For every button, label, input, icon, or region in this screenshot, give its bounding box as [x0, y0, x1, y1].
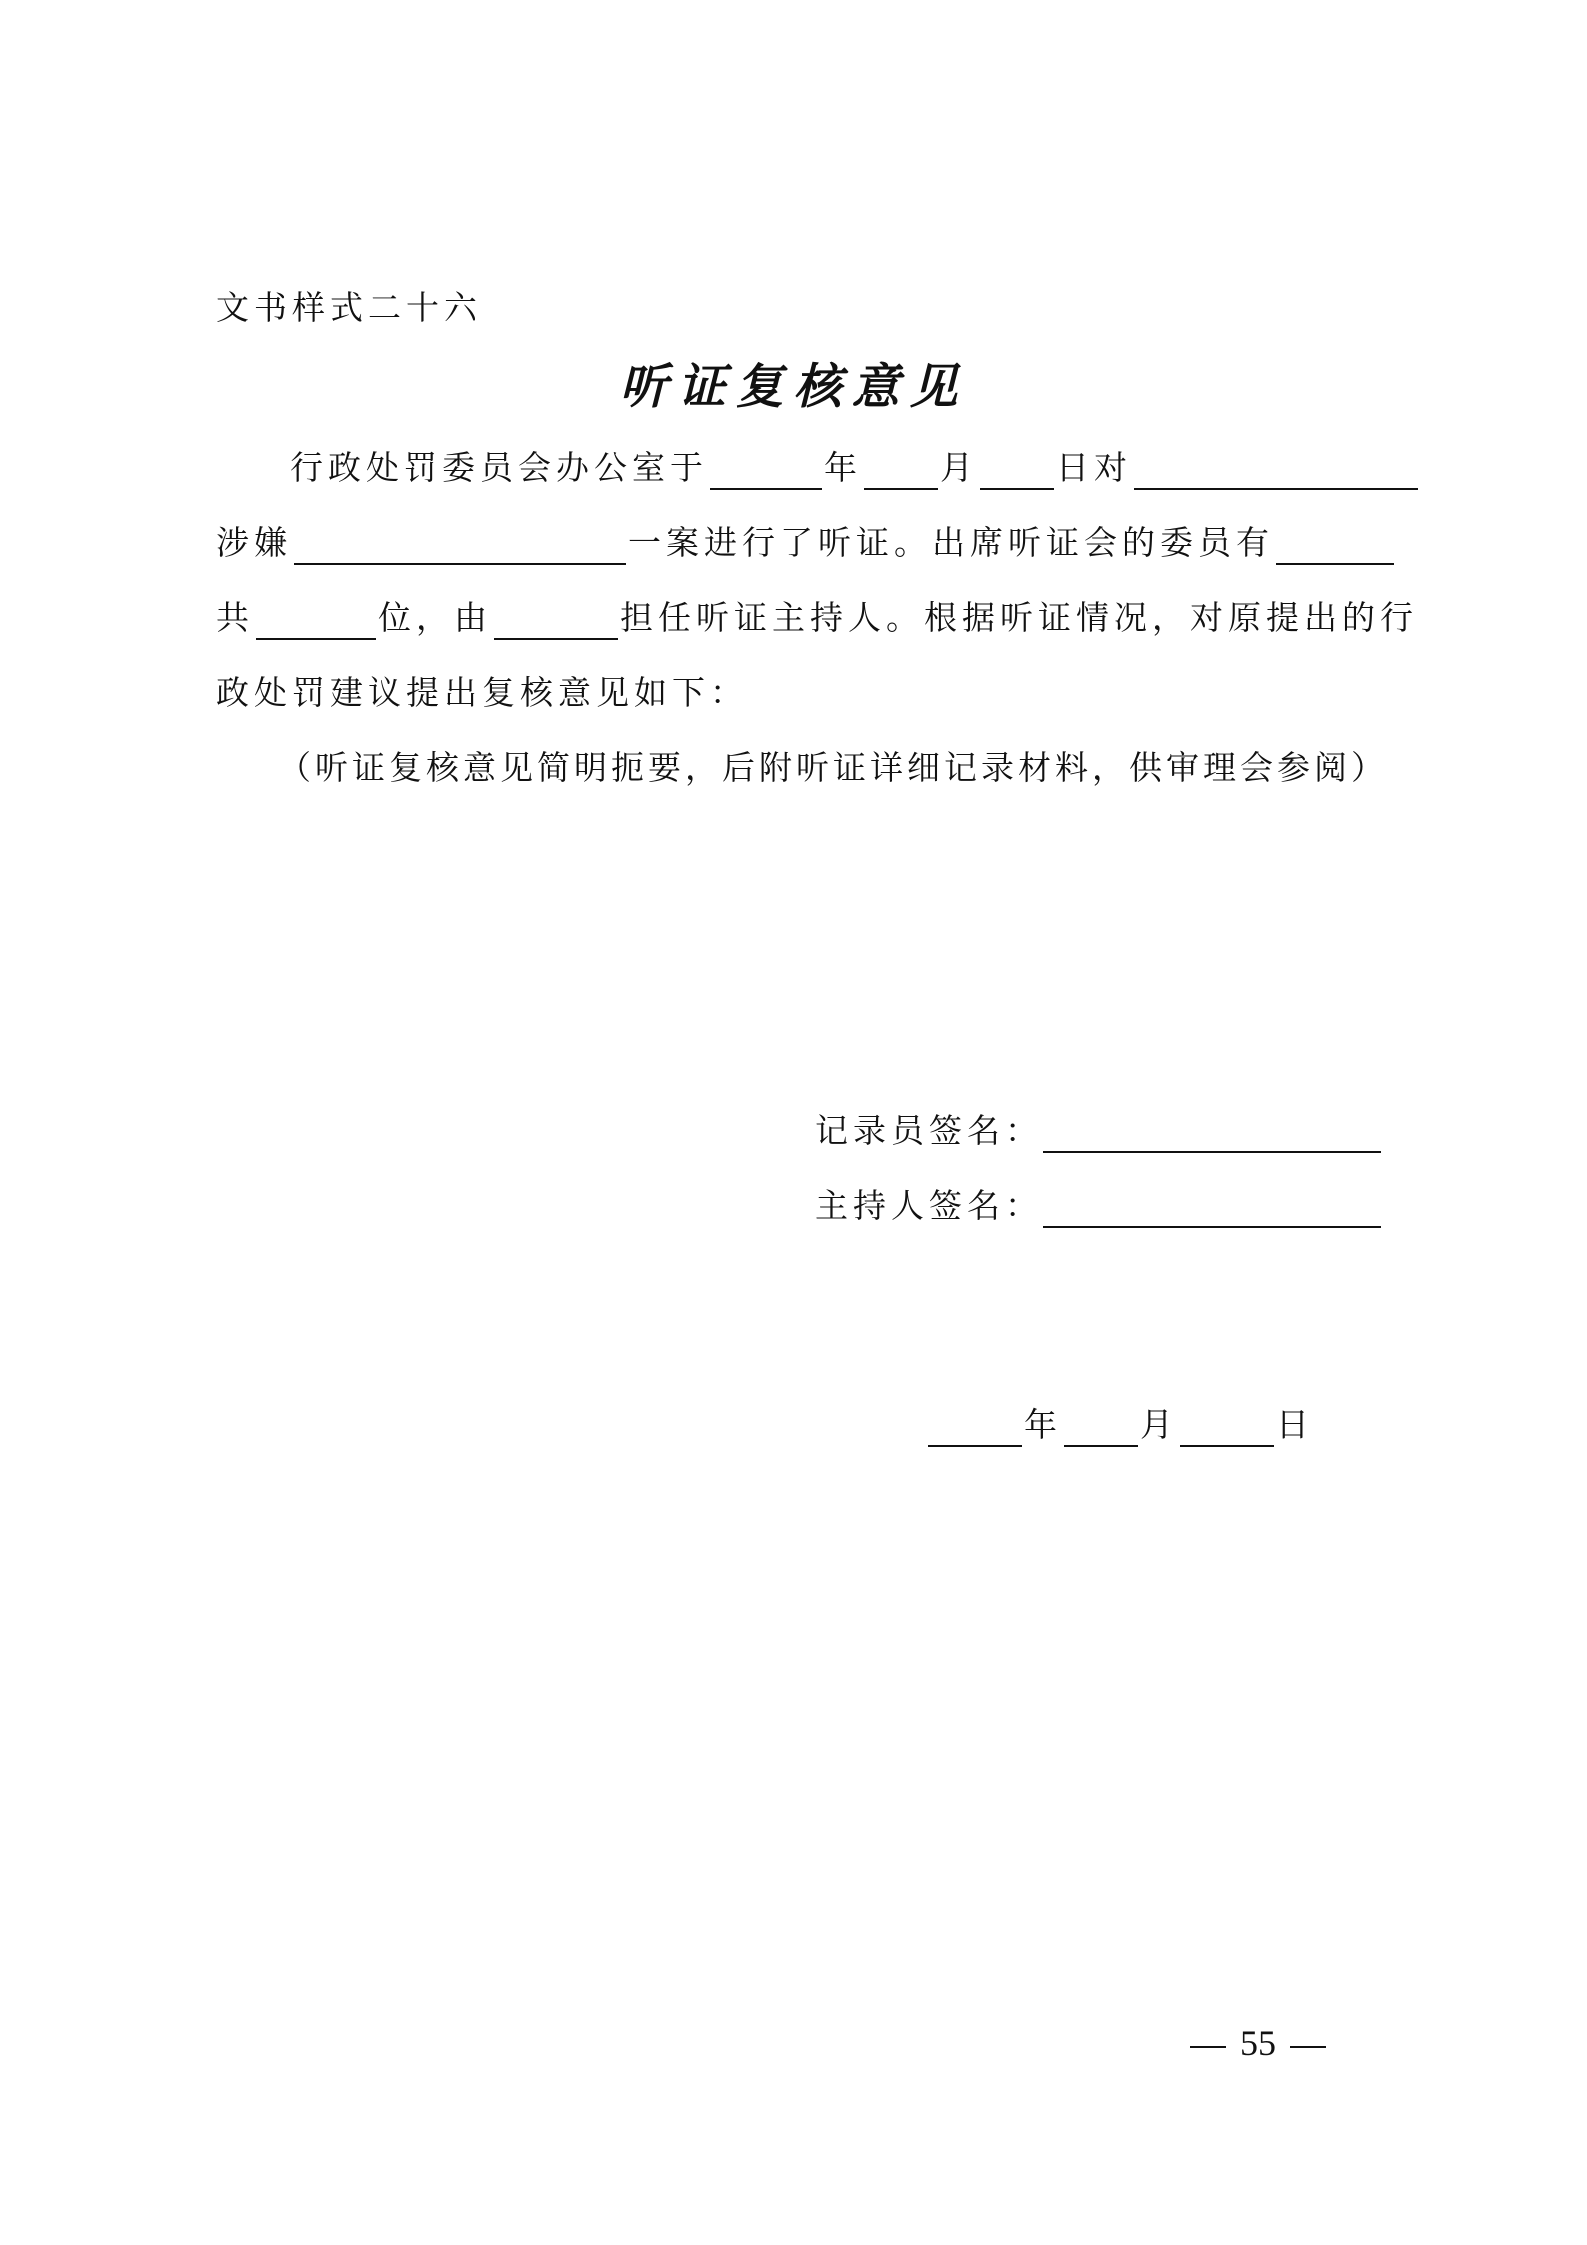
- instruction-note: （听证复核意见简明扼要，后附听证详细记录材料，供审理会参阅）: [278, 748, 1388, 787]
- recorder-signature-row: [815, 1109, 1381, 1153]
- case-blank: [294, 527, 626, 565]
- party-blank: [1134, 452, 1418, 490]
- date-day-label: 日: [1276, 1405, 1314, 1444]
- document-title: 听证复核意见: [619, 359, 968, 415]
- line1-text-a: 行政处罚委员会办公室于: [290, 448, 708, 487]
- line2-text-b: 一案进行了听证。出席听证会的委员有: [628, 523, 1274, 562]
- line3-text-c: 担任听证主持人。根据听证情况，对原提出的行: [620, 598, 1418, 637]
- date-day-blank: [1180, 1409, 1274, 1447]
- date-month-label: 月: [1140, 1405, 1178, 1444]
- day-blank: [980, 452, 1054, 490]
- host-signature-label: 主持人签名：: [815, 1186, 1043, 1225]
- line3-text-a: 共: [216, 598, 254, 637]
- host-signature-line: [1043, 1190, 1381, 1228]
- host-name-blank: [494, 602, 618, 640]
- year-blank: [710, 452, 822, 490]
- date-month-blank: [1064, 1409, 1138, 1447]
- line1-text-day: 日对: [1056, 448, 1132, 487]
- count-blank: [256, 602, 376, 640]
- line3-text-b: 位，由: [378, 598, 492, 637]
- page-footer: [1176, 2022, 1340, 2064]
- line1-text-month: 月: [940, 448, 978, 487]
- footer-dash-left: [1190, 2046, 1226, 2048]
- date-year-blank: [928, 1409, 1022, 1447]
- footer-dash-right: [1290, 2046, 1326, 2048]
- paragraph-line-2: [216, 521, 1396, 565]
- page-number: 55: [1240, 2023, 1276, 2063]
- recorder-signature-label: 记录员签名：: [815, 1111, 1043, 1150]
- month-blank: [864, 452, 938, 490]
- document-style-label: 文书样式二十六: [216, 288, 482, 327]
- line2-text-a: 涉嫌: [216, 523, 292, 562]
- paragraph-line-4: 政处罚建议提出复核意见如下：: [216, 673, 748, 712]
- members-blank: [1276, 527, 1394, 565]
- recorder-signature-line: [1043, 1115, 1381, 1153]
- line1-text-year: 年: [824, 448, 862, 487]
- date-row: [926, 1403, 1314, 1447]
- paragraph-line-3: [216, 596, 1418, 640]
- host-signature-row: [815, 1184, 1381, 1228]
- paragraph-line-1: [290, 446, 1420, 490]
- date-year-label: 年: [1024, 1405, 1062, 1444]
